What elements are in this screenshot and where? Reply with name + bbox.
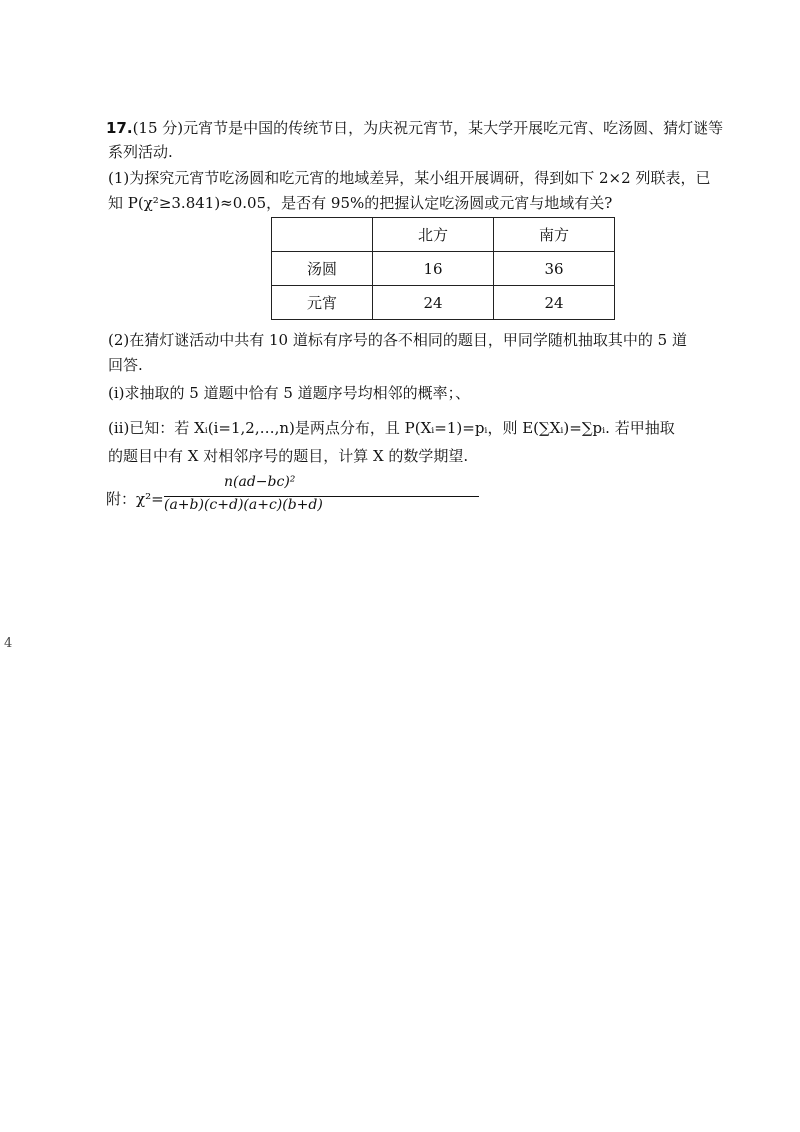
formula-numerator: n(ad−bc)² — [224, 474, 296, 490]
table-cell: 24 — [494, 286, 615, 320]
part1-line-2: 知 P(χ²≥3.841)≈0.05，是否有 95%的把握认定吃汤圆或元宵与地域有关? — [108, 194, 613, 212]
formula-denominator: (a+b)(c+d)(a+c)(b+d) — [164, 497, 323, 513]
part2-line-2: 回答. — [108, 356, 143, 374]
part2-ii-line-2: 的题目中有 X 对相邻序号的题目，计算 X 的数学期望. — [108, 447, 469, 465]
table-cell: 36 — [494, 252, 615, 286]
question-line-2: 系列活动. — [108, 143, 173, 161]
part2-i: (ⅰ)求抽取的 5 道题中恰有 5 道题序号均相邻的概率；、 — [108, 384, 471, 402]
part2-ii-line-1: (ⅱ)已知：若 Xᵢ(i=1,2,…,n)是两点分布，且 P(Xᵢ=1)=pᵢ，则 E(∑Xᵢ)=∑pᵢ. 若甲抽取 — [108, 419, 675, 437]
table-header-cell: 南方 — [494, 218, 615, 252]
part1-line-1: (1)为探究元宵节吃汤圆和吃元宵的地域差异，某小组开展调研，得到如下 2×2 列联表，已 — [108, 169, 711, 187]
question-intro: (15 分)元宵节是中国的传统节日，为庆祝元宵节，某大学开展吃元宵、吃汤圆、猜灯谜等 — [132, 119, 724, 137]
table-cell: 24 — [373, 286, 494, 320]
formula-label: 附：χ²= — [106, 490, 164, 508]
table-header-row — [272, 218, 615, 252]
table-cell: 16 — [373, 252, 494, 286]
margin-mark: 4 — [4, 636, 13, 651]
question-number: 17. — [106, 119, 133, 137]
table-header-cell — [272, 218, 373, 252]
table-header-cell: 北方 — [373, 218, 494, 252]
table-row-label: 汤圆 — [272, 252, 373, 286]
table-row — [272, 252, 615, 286]
part2-line-1: (2)在猜灯谜活动中共有 10 道标有序号的各不相同的题目，甲同学随机抽取其中的 5 道 — [108, 331, 687, 349]
question-line-1 — [106, 118, 723, 138]
table-row-label: 元宵 — [272, 286, 373, 320]
contingency-table — [271, 217, 615, 320]
table-row — [272, 286, 615, 320]
